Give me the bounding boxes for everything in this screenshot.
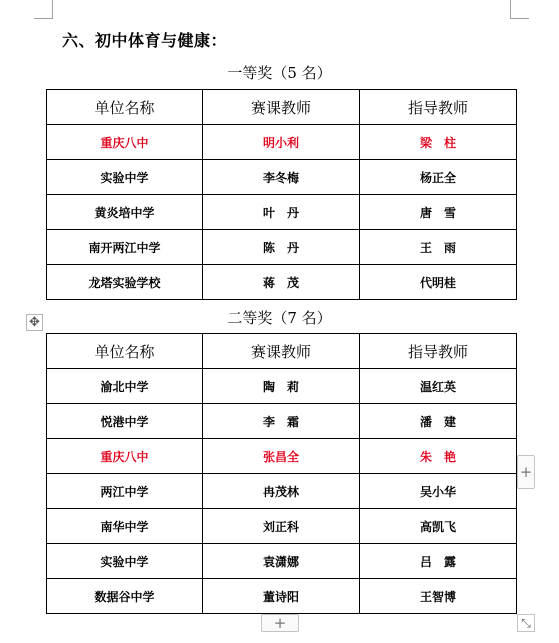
second-prize-title: 二等奖（7 名） [227,309,332,327]
teacher-cell: 蒋 茂 [203,265,360,300]
advisor-cell: 杨正全 [360,160,517,195]
column-header-school: 单位名称 [47,90,203,125]
table-row [47,474,517,509]
school-cell: 渝北中学 [47,369,203,404]
table-row [47,579,517,614]
table-header-row [47,334,517,369]
teacher-cell: 刘正科 [203,509,360,544]
table-row [47,439,517,474]
table-row [47,404,517,439]
table-row [47,509,517,544]
advisor-cell: 梁 柱 [360,125,517,160]
school-cell: 两江中学 [47,474,203,509]
school-cell: 实验中学 [47,160,203,195]
table-header-row [47,90,517,125]
table-row [47,230,517,265]
first-prize-title: 一等奖（5 名） [227,64,332,82]
table-row [47,125,517,160]
teacher-cell: 冉茂林 [203,474,360,509]
advisor-cell: 吕 露 [360,544,517,579]
school-cell: 黄炎培中学 [47,195,203,230]
column-header-school: 单位名称 [47,334,203,369]
teacher-cell: 李冬梅 [203,160,360,195]
school-cell: 悦港中学 [47,404,203,439]
advisor-cell: 朱 艳 [360,439,517,474]
table-row [47,544,517,579]
advisor-cell: 高凯飞 [360,509,517,544]
teacher-cell: 张昌全 [203,439,360,474]
table-move-icon[interactable]: ✥ [26,314,43,331]
school-cell: 南开两江中学 [47,230,203,265]
table-row [47,265,517,300]
school-cell: 重庆八中 [47,439,203,474]
table-row [47,160,517,195]
table-row [47,195,517,230]
advisor-cell: 吴小华 [360,474,517,509]
advisor-cell: 代明桂 [360,265,517,300]
teacher-cell: 陈 丹 [203,230,360,265]
page-corner-mark-left [34,0,53,19]
school-cell: 重庆八中 [47,125,203,160]
school-cell: 数据谷中学 [47,579,203,614]
page-corner-mark-right [510,0,529,19]
teacher-cell: 明小利 [203,125,360,160]
advisor-cell: 王 雨 [360,230,517,265]
section-heading: 六、初中体育与健康： [62,31,228,50]
add-row-button[interactable]: + [261,614,299,632]
second-prize-table [46,333,517,614]
table-resize-icon[interactable]: ⤡ [517,614,535,632]
second-prize-rows [47,369,517,614]
school-cell: 南华中学 [47,509,203,544]
column-header-advisor: 指导教师 [360,334,517,369]
first-prize-rows [47,125,517,300]
teacher-cell: 董诗阳 [203,579,360,614]
table-row [47,369,517,404]
teacher-cell: 叶 丹 [203,195,360,230]
teacher-cell: 李 霜 [203,404,360,439]
column-header-advisor: 指导教师 [360,90,517,125]
advisor-cell: 王智博 [360,579,517,614]
column-header-teacher: 赛课教师 [203,334,360,369]
teacher-cell: 陶 莉 [203,369,360,404]
column-header-teacher: 赛课教师 [203,90,360,125]
advisor-cell: 唐 雪 [360,195,517,230]
teacher-cell: 袁潇娜 [203,544,360,579]
first-prize-table [46,89,517,300]
advisor-cell: 潘 建 [360,404,517,439]
school-cell: 龙塔实验学校 [47,265,203,300]
school-cell: 实验中学 [47,544,203,579]
add-column-button[interactable]: + [517,455,535,489]
advisor-cell: 温红英 [360,369,517,404]
